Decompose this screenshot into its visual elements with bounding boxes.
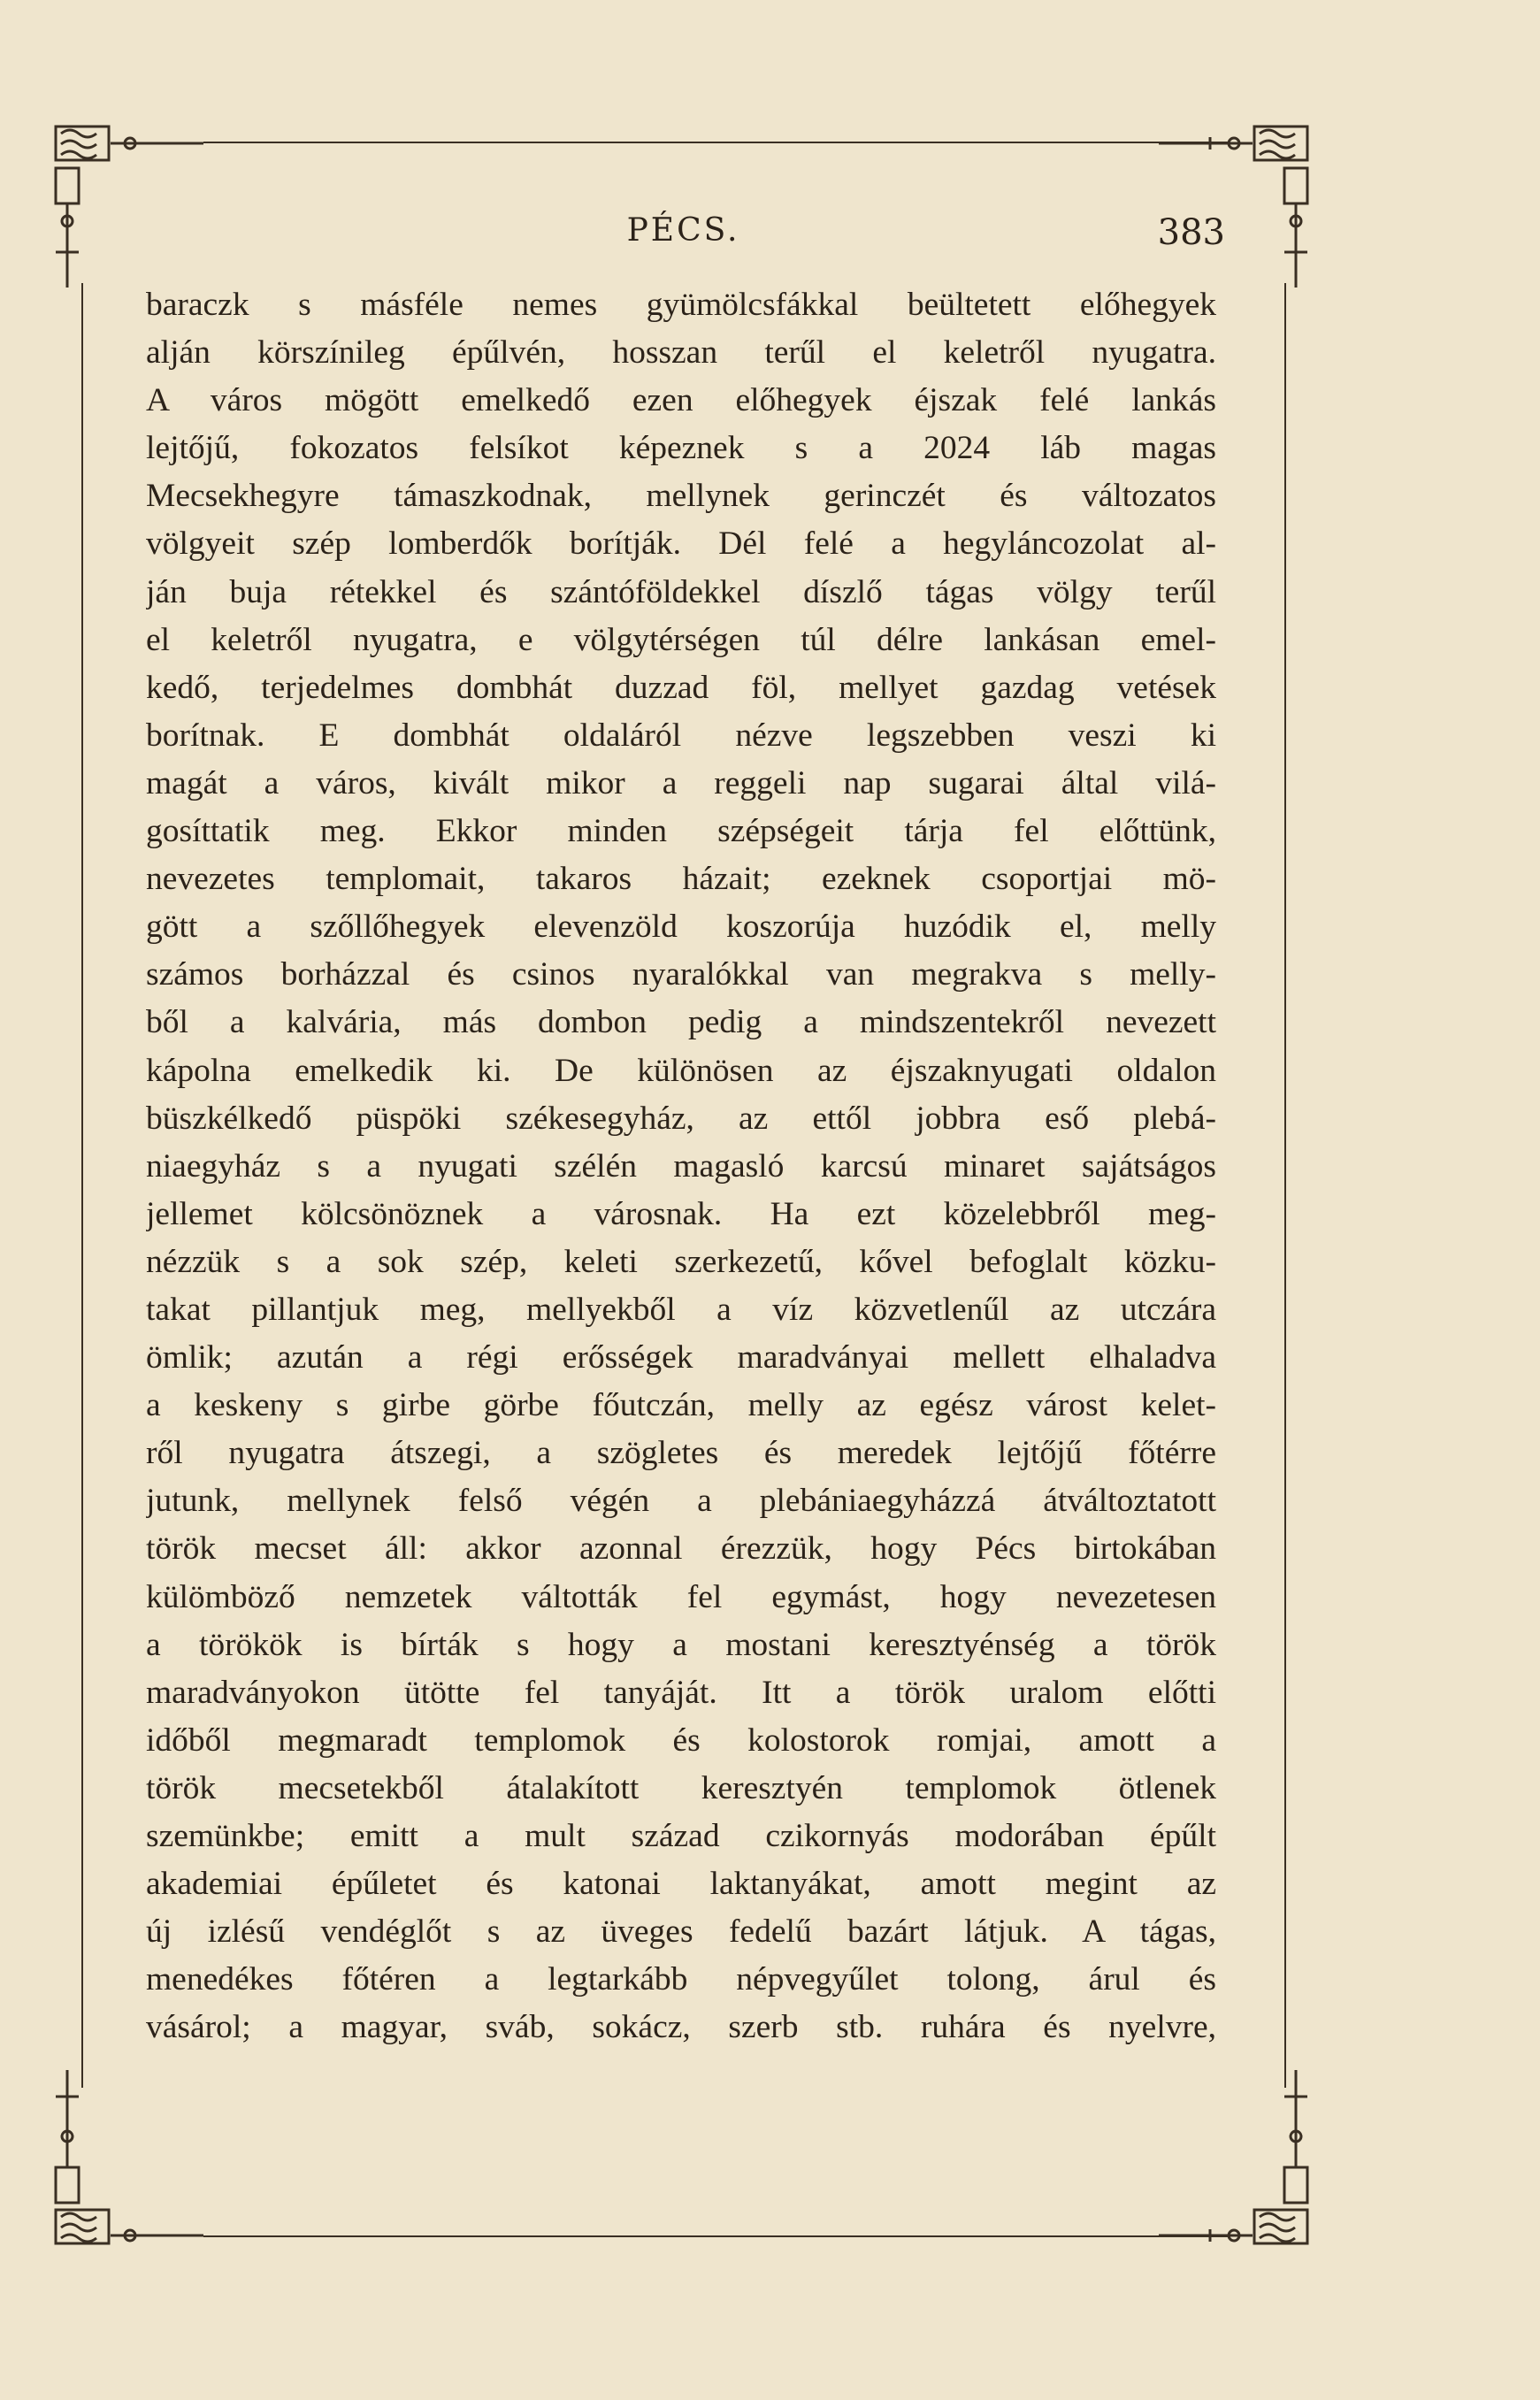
text-line: gosíttatik meg. Ekkor minden szépségeit tárja fel előttünk, bbox=[146, 813, 1216, 850]
text-line: időből megmaradt templomok és kolostorok romjai, amott a bbox=[146, 1721, 1216, 1759]
page-header bbox=[142, 203, 1225, 265]
corner-ornament-bottom-left bbox=[49, 2061, 226, 2256]
text-line: jutunk, mellynek felső végén a plebániaegyházzá átváltoztatott bbox=[146, 1483, 1216, 1520]
text-line: nevezetes templomait, takaros házait; ezeknek csoportjai mö- bbox=[146, 861, 1216, 898]
text-line: Mecsekhegyre támaszkodnak, mellynek gerinczét és változatos bbox=[146, 478, 1216, 515]
text-line: külömböző nemzetek váltották fel egymást, hogy nevezetesen bbox=[146, 1578, 1216, 1615]
text-line: takat pillantjuk meg, mellyekből a víz közvetlenűl az utczára bbox=[146, 1291, 1216, 1328]
text-line: menedékes főtéren a legtarkább népvegyűlet tolong, árul és bbox=[146, 1961, 1216, 1998]
frame-top-rule bbox=[203, 142, 1230, 143]
text-line: vásárol; a magyar, sváb, sokácz, szerb stb. ruhára és nyelvre, bbox=[146, 2009, 1216, 2046]
text-line: baraczk s másféle nemes gyümölcsfákkal beültetett előhegyek bbox=[146, 287, 1216, 323]
text-line: szemünkbe; emitt a mult század czikornyás modorában épűlt bbox=[146, 1818, 1216, 1854]
text-line: A város mögött emelkedő ezen előhegyek éjszak felé lankás bbox=[146, 382, 1216, 419]
text-line: kedő, terjedelmes dombhát duzzad föl, mellyet gazdag vetések bbox=[146, 669, 1216, 706]
text-line: a törökök is bírták s hogy a mostani keresztyénség a török bbox=[146, 1626, 1216, 1663]
text-line: el keletről nyugatra, e völgytérségen túl délre lankásan emel- bbox=[146, 621, 1216, 658]
text-line: magát a város, kivált mikor a reggeli nap sugarai által vilá- bbox=[146, 764, 1216, 801]
corner-ornament-bottom-right bbox=[1141, 2061, 1318, 2256]
running-head-title: PÉCS. bbox=[626, 212, 740, 249]
text-line: lejtőjű, fokozatos felsíkot képeznek s a 2024 láb magas bbox=[146, 430, 1216, 467]
text-line: kápolna emelkedik ki. De különösen az éjszaknyugati oldalon bbox=[146, 1052, 1216, 1089]
text-line: török mecset áll: akkor azonnal érezzük, hogy Pécs birtokában bbox=[146, 1530, 1216, 1568]
text-line: ömlik; azután a régi erősségek maradványai mellett elhaladva bbox=[146, 1339, 1216, 1376]
text-line: a keskeny s girbe görbe főutczán, melly az egész várost kelet- bbox=[146, 1387, 1216, 1424]
page-number: 383 bbox=[1157, 212, 1225, 253]
frame-right-rule bbox=[1284, 283, 1286, 2088]
text-line: akademiai épűletet és katonai laktanyákat, amott megint az bbox=[146, 1866, 1216, 1903]
text-line: ján buja rétekkel és szántóföldekkel díszlő tágas völgy terűl bbox=[146, 573, 1216, 610]
frame-left-rule bbox=[81, 283, 83, 2088]
text-line: jellemet kölcsönöznek a városnak. Ha ezt közelebbről meg- bbox=[146, 1195, 1216, 1232]
text-line: niaegyház s a nyugati szélén magasló karcsú minaret sajátságos bbox=[146, 1147, 1216, 1185]
body-text bbox=[146, 281, 1216, 2051]
frame-bottom-rule bbox=[203, 2235, 1230, 2237]
text-line: nézzük s a sok szép, keleti szerkezetű, kővel befoglalt közku- bbox=[146, 1243, 1216, 1280]
text-line: ből a kalvária, más dombon pedig a mindszentekről nevezett bbox=[146, 1004, 1216, 1041]
text-line: török mecsetekből átalakított keresztyén templomok ötlenek bbox=[146, 1769, 1216, 1806]
text-line: számos borházzal és csinos nyaralókkal van megrakva s melly- bbox=[146, 956, 1216, 993]
text-line: maradványokon ütötte fel tanyáját. Itt a török uralom előtti bbox=[146, 1674, 1216, 1711]
text-line: ről nyugatra átszegi, a szögletes és meredek lejtőjű főtérre bbox=[146, 1435, 1216, 1472]
text-line: borítnak. E dombhát oldaláról nézve legszebben veszi ki bbox=[146, 717, 1216, 754]
text-line: új izlésű vendéglőt s az üveges fedelű bazárt látjuk. A tágas, bbox=[146, 1913, 1216, 1951]
text-line: völgyeit szép lomberdők borítják. Dél felé a hegyláncozolat al- bbox=[146, 525, 1216, 563]
text-line: alján körszínileg épűlvén, hosszan terűl el keletről nyugatra. bbox=[146, 334, 1216, 372]
text-line: büszkélkedő püspöki székesegyház, az ettől jobbra eső plebá- bbox=[146, 1100, 1216, 1137]
text-line: gött a szőllőhegyek elevenzöld koszorúja huzódik el, melly bbox=[146, 909, 1216, 946]
